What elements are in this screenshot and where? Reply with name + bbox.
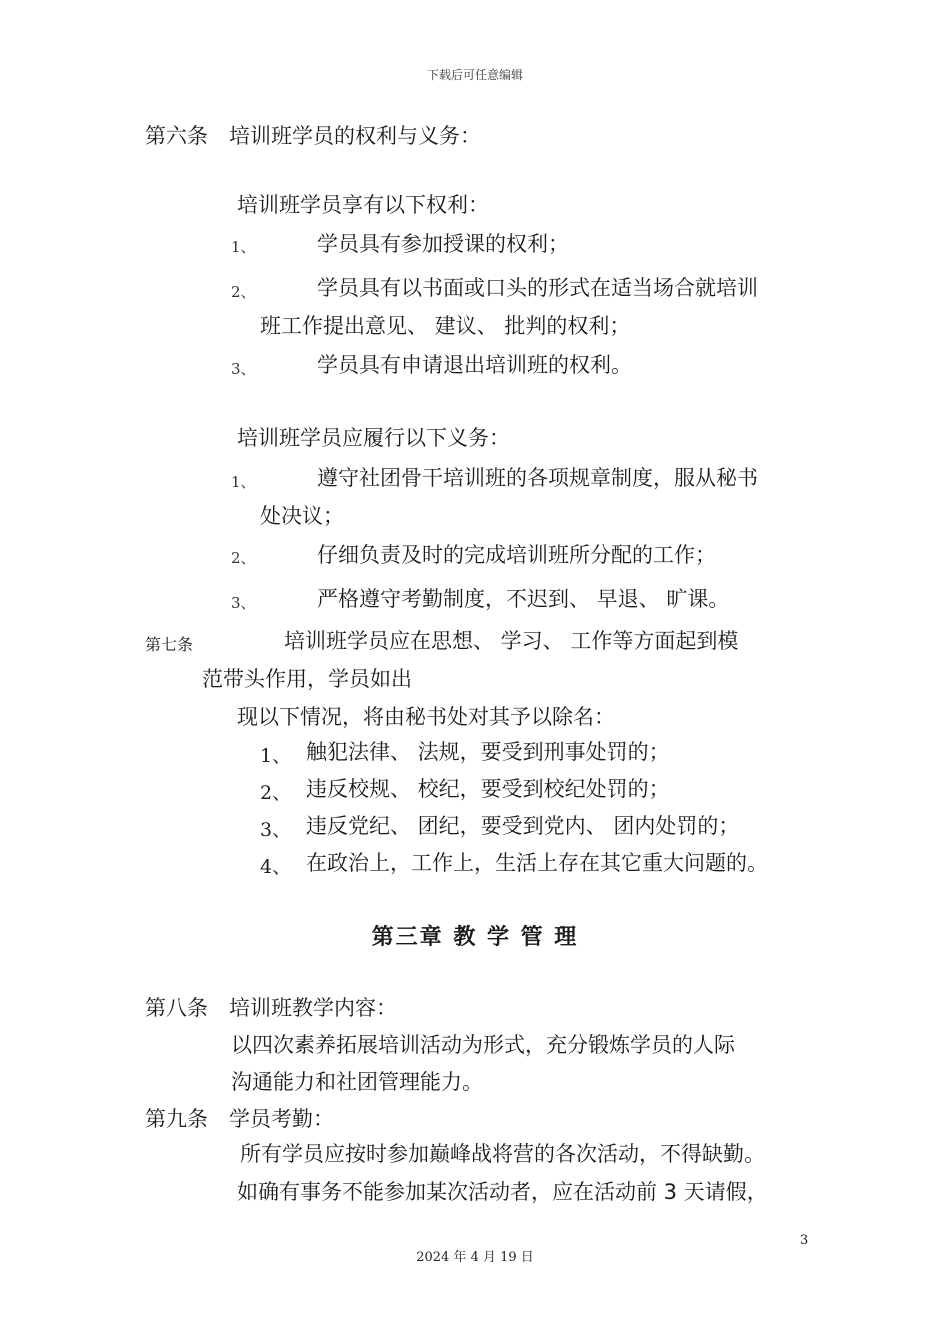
article-9-text-cont: 如确有事务不能参加某次活动者，应在活动前 3 天请假， xyxy=(237,1180,768,1204)
rights-item-1-text: 学员具有参加授课的权利； xyxy=(317,232,569,256)
rights-item-3-number: 3、 xyxy=(231,360,256,378)
rights-item-2-text-cont: 班工作提出意见、 建议、 批判的权利； xyxy=(260,314,631,338)
removal-item-1-text: 触犯法律、 法规，要受到刑事处罚的； xyxy=(306,740,670,764)
removal-item-4-number: 4、 xyxy=(260,856,292,878)
rights-item-3-text: 学员具有申请退出培训班的权利。 xyxy=(317,353,632,377)
article-7-label: 第七条 xyxy=(145,635,194,654)
article-8-text: 以四次素养拓展培训活动为形式，充分锻炼学员的人际 xyxy=(231,1033,735,1057)
removal-item-3-text: 违反党纪、 团纪，要受到党内、 团内处罚的； xyxy=(306,814,740,838)
article-7-text-cont: 范带头作用，学员如出 xyxy=(202,667,412,691)
duties-item-2-number: 2、 xyxy=(231,549,256,567)
duties-item-3-number: 3、 xyxy=(231,594,256,612)
article-9-title: 第九条 学员考勤： xyxy=(145,1107,334,1131)
removal-item-2-text: 违反校规、 校纪，要受到校纪处罚的； xyxy=(306,777,670,801)
rights-item-2-text: 学员具有以书面或口头的形式在适当场合就培训 xyxy=(317,276,758,300)
article-9-text: 所有学员应按时参加巅峰战将营的各次活动，不得缺勤。 xyxy=(240,1142,765,1166)
duties-item-3-text: 严格遵守考勤制度，不迟到、 早退、 旷课。 xyxy=(317,587,730,611)
duties-item-2-text: 仔细负责及时的完成培训班所分配的工作； xyxy=(317,543,716,567)
duties-item-1-text: 遵守社团骨干培训班的各项规章制度，服从秘书 xyxy=(317,466,758,490)
footer-date: 2024 年 4 月 19 日 xyxy=(416,1250,534,1265)
article-7-text: 培训班学员应在思想、 学习、 工作等方面起到模 xyxy=(284,629,739,653)
article-8-text-cont: 沟通能力和社团管理能力。 xyxy=(231,1070,483,1094)
removal-item-2-number: 2、 xyxy=(260,782,292,804)
chapter-3-heading: 第三章 教 学 管 理 xyxy=(371,925,579,950)
removal-item-4-text: 在政治上，工作上，生活上存在其它重大问题的。 xyxy=(306,851,768,875)
article-8-title: 第八条 培训班教学内容： xyxy=(145,996,397,1020)
rights-item-1-number: 1、 xyxy=(231,238,256,256)
duties-item-1-number: 1、 xyxy=(231,473,256,491)
rights-item-2-number: 2、 xyxy=(231,283,256,301)
page-number: 3 xyxy=(800,1233,809,1248)
removal-item-3-number: 3、 xyxy=(260,819,292,841)
duties-item-1-text-cont: 处决议； xyxy=(260,504,344,528)
rights-intro: 培训班学员享有以下权利： xyxy=(237,193,489,217)
article-7-text-cont-2: 现以下情况，将由秘书处对其予以除名： xyxy=(237,705,615,729)
article-6-title: 第六条 培训班学员的权利与义务： xyxy=(145,124,481,148)
duties-intro: 培训班学员应履行以下义务： xyxy=(237,426,510,450)
removal-item-1-number: 1、 xyxy=(260,745,292,767)
page-header: 下载后可任意编辑 xyxy=(426,68,523,82)
